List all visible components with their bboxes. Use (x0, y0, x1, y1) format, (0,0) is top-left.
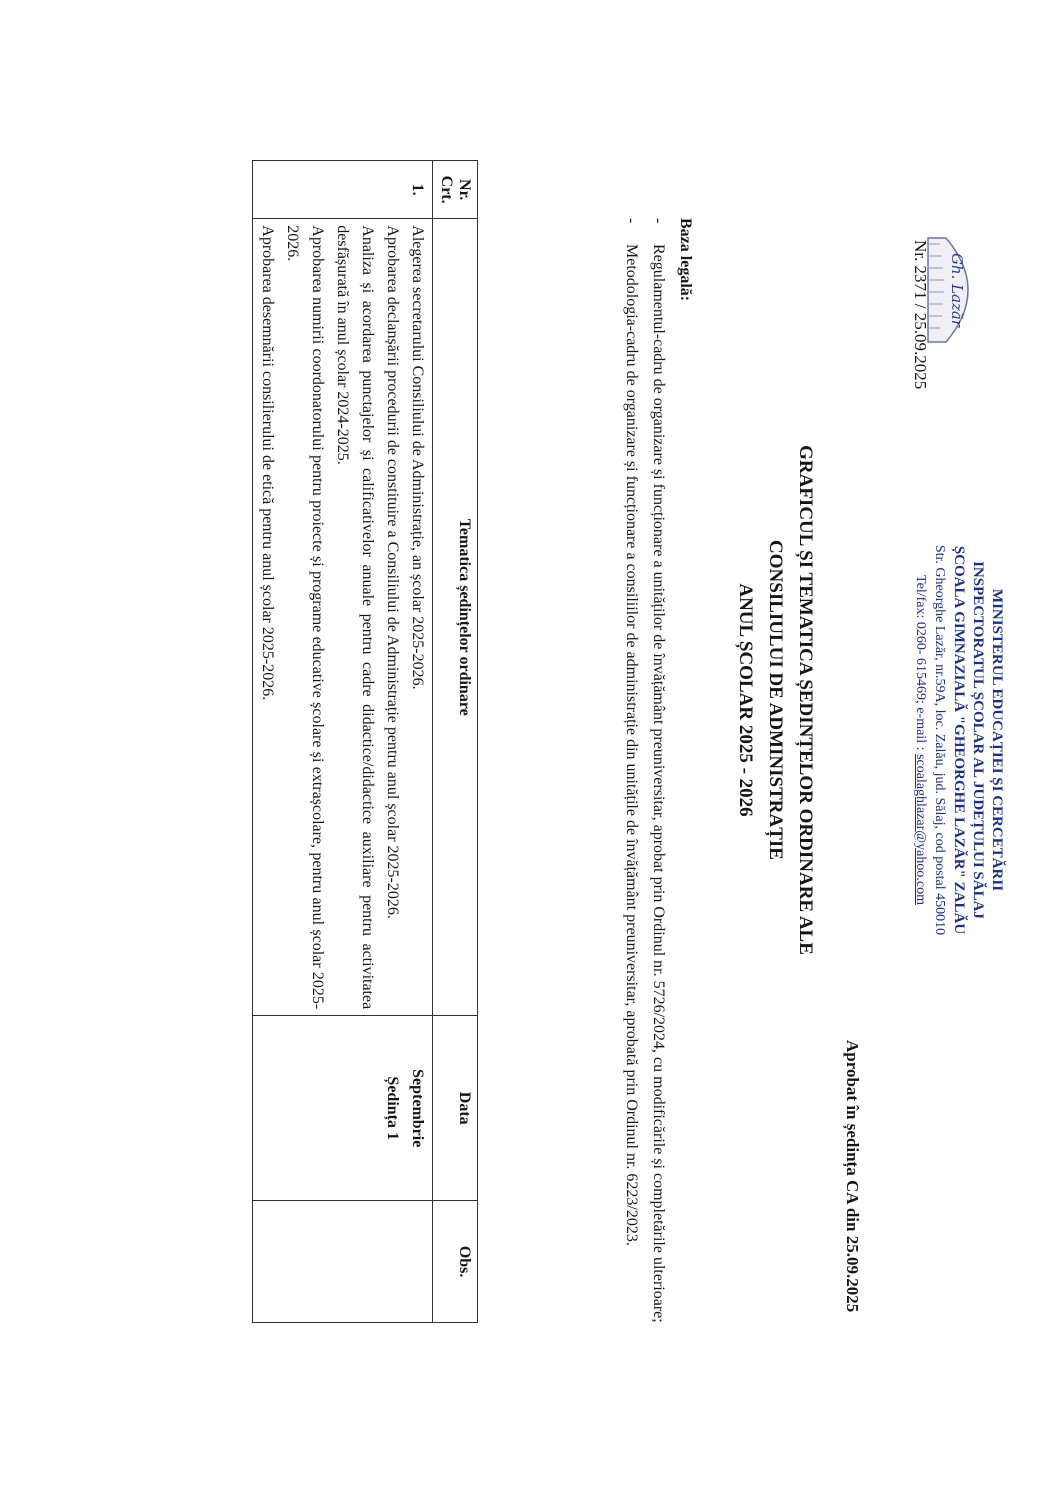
dash-bullet-icon: - (650, 218, 667, 224)
topic-item: Aprobarea desemnării consilierului de etică pentru anul școlar 2025-2026. (259, 225, 276, 701)
header-tema: Tematica ședințelor ordinare (433, 219, 478, 1016)
contact-phone: Tel/fax: 0260- 615469; e-mail : (913, 575, 928, 755)
school-address: Str. Gheorghe Lazăr, nr.59A, loc. Zalău, jud. Sălaj, cod postal 450010 (932, 544, 947, 936)
legal-basis-list (619, 218, 671, 1358)
topic-item: Aprobarea declanșării procedurii de constituire a Consiliului de Administrație pentru anul școlar 2025-2026. (384, 225, 401, 919)
legal-basis (617, 218, 698, 1358)
sessions-table (252, 160, 478, 1323)
title-line-3: ANUL ȘCOLAR 2025 - 2026 (735, 583, 756, 817)
header-nr: Nr. Crt. (433, 161, 478, 219)
row-obs (253, 1201, 433, 1323)
table-header-row (433, 161, 478, 1323)
email-link[interactable]: scoalaghlazar@yahoo.com (913, 754, 928, 905)
session-month: Septembrie (409, 1069, 426, 1148)
legal-item: - Metodologia-cadru de organizare și funcționare a consiliilor de administrație din unitățile de învățământ preuniversitar, aprobată prin Ordinul nr. 6223/2023. (619, 218, 644, 1358)
topic-item: Alegerea secretarului Consiliului de Administrație, an școlar 2025-2026. (409, 225, 426, 690)
session-number: Ședința 1 (384, 1076, 401, 1140)
row-date (253, 1016, 433, 1201)
document-title (730, 320, 820, 1080)
title-line-2: CONSILIULUI DE ADMINISTRAȚIE (765, 540, 786, 860)
ministry-name: MINISTERUL EDUCAȚIEI ȘI CERCETĂRII (989, 588, 1005, 892)
school-contact (911, 530, 930, 950)
row-topics (253, 219, 433, 1016)
school-name: ȘCOALA GIMNAZIALĂ "GHEORGHE LAZĂR" ZALĂU (951, 545, 967, 935)
table-row (253, 161, 433, 1323)
header-obs: Obs. (433, 1201, 478, 1323)
dash-bullet-icon: - (623, 218, 640, 224)
title-line-1: GRAFICUL ȘI TEMATICA ȘEDINȚELOR ORDINARE ALE (795, 445, 816, 955)
row-number: 1. (253, 161, 433, 219)
approval-note: Aprobat în ședința CA din 25.09.2025 (843, 1040, 862, 1313)
document-number: Nr. 2371 / 25.09.2025 (911, 240, 930, 390)
legal-item: - Regulamentul-cadru de organizare și funcționare a unităților de învățământ preuniversitar, aprobat prin Ordinul nr. 5726/2024, cu modificările și completările ulterioare; (646, 218, 671, 1358)
legal-basis-label: Baza legală: (677, 218, 694, 302)
topic-item: Analiza și acordarea punctajelor și calificativelor anuale pentru cadre didactice/didactice auxiliare pentru activitatea desfășurată în anul școlar 2024-2025. (334, 225, 376, 1010)
header-data: Data (433, 1016, 478, 1201)
topic-item: Aprobarea numirii coordonatorului pentru proiecte și programe educative școlare și extrașcolare, pentru anul școlar 2025-2026. (284, 225, 326, 1010)
institution-header (911, 530, 1006, 950)
svg-text:Gh. Lazăr: Gh. Lazăr (948, 252, 966, 328)
inspectorate-name: INSPECTORATUL ȘCOLAR AL JUDEȚULUI SĂLAJ (970, 561, 986, 919)
